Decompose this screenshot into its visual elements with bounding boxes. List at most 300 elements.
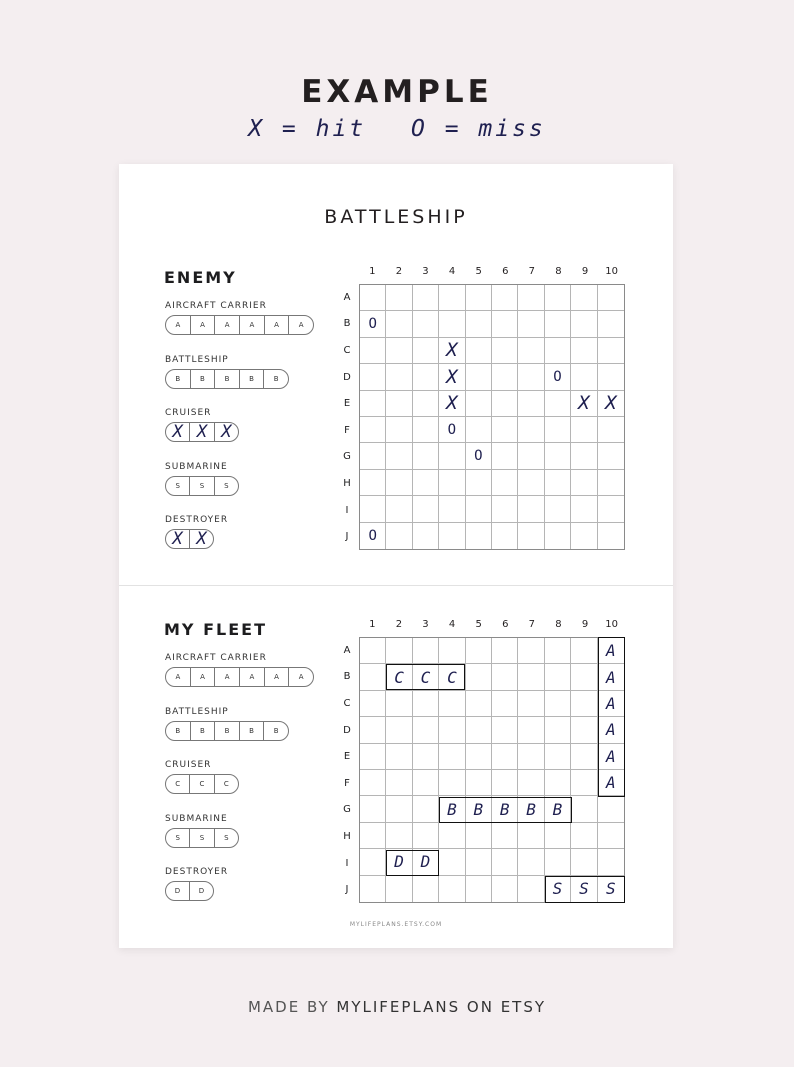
grid-cell-J6[interactable] [492,523,518,549]
grid-cell-D7[interactable] [518,364,544,390]
grid-cell-D6[interactable] [492,364,518,390]
row-label: B [343,671,351,683]
grid-cell-F5[interactable] [466,770,492,796]
grid-cell-C8[interactable] [545,691,571,717]
grid-cell-C10[interactable] [598,338,624,364]
grid-cell-I10[interactable] [598,496,624,522]
row-label: A [343,291,351,303]
grid-cell-J3[interactable] [413,523,439,549]
grid-cell-A10[interactable] [598,285,624,311]
column-label: 4 [448,266,456,277]
grid-cell-A1[interactable] [360,285,386,311]
grid-cell-D8[interactable]: O [545,364,571,390]
grid-cell-J10[interactable] [598,523,624,549]
grid-cell-G4[interactable]: B [439,796,465,822]
grid-cell-J5[interactable] [466,523,492,549]
grid-cell-H4[interactable] [439,823,465,849]
grid-cell-G10[interactable] [598,796,624,822]
ship-tracker-submarine [165,828,239,848]
grid-cell-E3[interactable] [413,391,439,417]
enemy-title: ENEMY [164,268,237,287]
grid-cell-J8[interactable]: S [545,876,571,902]
ship-tracker-aircraft-carrier [165,667,314,687]
grid-cell-B4[interactable]: C [439,664,465,690]
grid-cell-J4[interactable] [439,523,465,549]
grid-cell-F6[interactable] [492,417,518,443]
grid-cell-H5[interactable] [466,470,492,496]
grid-cell-F8[interactable] [545,770,571,796]
grid-cell-B2[interactable]: C [386,664,412,690]
ship-slot[interactable]: S [189,477,213,495]
grid-cell-D4[interactable] [439,717,465,743]
ship-slot[interactable]: B [214,722,239,740]
grid-cell-H3[interactable] [413,470,439,496]
grid-cell-H9[interactable] [571,823,597,849]
ship-slot[interactable]: A [190,668,215,686]
row-label: D [343,371,351,383]
row-label: H [343,830,351,842]
grid-cell-C7[interactable] [518,338,544,364]
column-label: 10 [605,266,618,277]
grid-cell-D10[interactable]: A [598,717,624,743]
column-label: 8 [555,619,562,630]
column-label: 5 [475,266,482,277]
grid-cell-H6[interactable] [492,470,518,496]
ship-slot[interactable]: A [239,316,264,334]
grid-cell-I3[interactable]: D [413,849,439,875]
column-label: 6 [502,619,509,630]
grid-cell-E4[interactable]: X [439,391,465,417]
grid-cell-C5[interactable] [466,691,492,717]
ship-slot[interactable]: X [172,529,183,549]
ship-slot[interactable]: A [264,316,289,334]
ship-slot[interactable]: D [174,887,181,895]
row-label: C [343,697,351,709]
grid-cell-C4[interactable]: X [439,338,465,364]
grid-cell-G2[interactable] [386,443,412,469]
grid-cell-J5[interactable] [466,876,492,902]
ship-tracker-cruiser [165,774,239,794]
grid-cell-J2[interactable] [386,876,412,902]
grid-cell-A3[interactable] [413,285,439,311]
grid-cell-H4[interactable] [439,470,465,496]
ship-slot[interactable]: X [189,423,213,441]
grid-cell-D7[interactable] [518,717,544,743]
grid-cell-I4[interactable] [439,496,465,522]
grid-cell-G7[interactable] [518,443,544,469]
grid-cell-A4[interactable] [439,638,465,664]
grid-cell-G5[interactable]: B [466,796,492,822]
grid-cell-A1[interactable] [360,638,386,664]
grid-cell-F9[interactable] [571,417,597,443]
grid-cell-A10[interactable]: A [598,638,624,664]
ship-slot[interactable]: S [175,481,180,490]
grid-cell-A6[interactable] [492,285,518,311]
grid-cell-F2[interactable] [386,770,412,796]
grid-cell-E8[interactable] [545,391,571,417]
grid-cell-G3[interactable] [413,443,439,469]
grid-cell-I5[interactable] [466,496,492,522]
ship-slot[interactable]: B [214,370,239,388]
grid-cell-B1[interactable] [360,664,386,690]
row-label: E [343,751,351,763]
sheet-footer-url: MYLIFEPLANS.ETSY.COM [349,921,443,928]
grid-cell-D9[interactable] [571,717,597,743]
grid-cell-B6[interactable] [492,664,518,690]
ship-label: DESTROYER [165,867,229,877]
grid-cell-J2[interactable] [386,523,412,549]
grid-cell-J3[interactable] [413,876,439,902]
ship-slot[interactable]: B [175,726,181,735]
ship-label: AIRCRAFT CARRIER [165,301,267,311]
grid-cell-B8[interactable] [545,664,571,690]
grid-cell-G8[interactable]: B [545,796,571,822]
grid-cell-I8[interactable] [545,849,571,875]
grid-cell-F9[interactable] [571,770,597,796]
grid-cell-I9[interactable] [571,849,597,875]
grid-cell-C1[interactable] [360,691,386,717]
legend-miss: O = miss [411,116,546,142]
grid-cell-E8[interactable] [545,744,571,770]
grid-cell-I10[interactable] [598,849,624,875]
ship-slot[interactable]: B [263,370,288,388]
legend [0,116,794,142]
grid-cell-C6[interactable] [492,691,518,717]
grid-cell-J10[interactable]: S [605,879,616,899]
grid-cell-G6[interactable]: B [492,796,518,822]
grid-cell-C6[interactable] [492,338,518,364]
ship-slot[interactable]: A [214,316,239,334]
ship-slot[interactable]: S [175,833,180,842]
ship-label: BATTLESHIP [165,706,229,717]
grid-cell-H1[interactable] [360,470,386,496]
ship-slot[interactable]: B [239,722,264,740]
grid-cell-D1[interactable] [360,717,386,743]
grid-cell-D4[interactable]: X [439,364,465,390]
row-label: I [345,504,349,516]
grid-cell-D6[interactable] [492,717,518,743]
grid-cell-G9[interactable] [571,796,597,822]
grid-cell-D1[interactable] [360,364,386,390]
row-label: E [343,398,351,410]
ship-slot[interactable]: A [175,673,181,681]
grid-cell-F7[interactable] [518,770,544,796]
grid-cell-G4[interactable] [439,443,465,469]
grid-cell-B9[interactable] [571,664,597,690]
grid-cell-D8[interactable] [545,717,571,743]
grid-cell-I5[interactable] [466,849,492,875]
grid-cell-G7[interactable]: B [518,796,544,822]
grid-cell-D9[interactable] [571,364,597,390]
grid-cell-H10[interactable] [598,470,624,496]
grid-cell-I4[interactable] [439,849,465,875]
grid-cell-E2[interactable] [386,744,412,770]
column-label: 8 [555,266,562,277]
ship-slot[interactable]: X [172,422,183,442]
ship-slot[interactable]: B [239,370,264,388]
column-label: 9 [581,266,589,277]
fleet-column-labels [359,619,625,630]
grid-cell-D3[interactable] [413,364,439,390]
row-label: J [345,884,349,896]
grid-cell-G2[interactable] [386,796,412,822]
grid-cell-E6[interactable] [492,744,518,770]
grid-cell-A3[interactable] [413,638,439,664]
grid-cell-E5[interactable] [466,744,492,770]
grid-cell-A9[interactable] [571,285,597,311]
ship-slot[interactable]: A [288,316,313,334]
grid-cell-D2[interactable] [386,364,412,390]
ship-slot[interactable]: A [264,668,289,686]
grid-cell-A2[interactable] [386,638,412,664]
grid-cell-D3[interactable] [413,717,439,743]
grid-cell-G8[interactable] [545,443,571,469]
grid-cell-E7[interactable] [518,744,544,770]
grid-cell-E3[interactable] [413,744,439,770]
grid-cell-E10[interactable]: X [598,391,624,417]
grid-cell-D10[interactable] [598,364,624,390]
grid-cell-B7[interactable] [518,664,544,690]
grid-cell-I6[interactable] [492,849,518,875]
fleet-row-labels [341,637,353,903]
legend-hit: X = hit [248,116,367,142]
grid-cell-A8[interactable] [545,285,571,311]
grid-cell-G6[interactable] [492,443,518,469]
ship-slot[interactable]: A [190,316,215,334]
enemy-row-labels [341,284,353,550]
ship-slot[interactable]: S [214,477,238,495]
grid-cell-I1[interactable] [360,849,386,875]
row-label: G [343,451,351,463]
column-label: 3 [422,266,429,277]
ship-slot[interactable]: C [214,775,238,793]
grid-cell-A4[interactable] [439,285,465,311]
grid-cell-C2[interactable] [386,691,412,717]
grid-cell-F10[interactable] [598,417,624,443]
grid-cell-C4[interactable] [439,691,465,717]
grid-cell-B9[interactable] [571,311,597,337]
column-label: 5 [475,619,482,630]
grid-cell-H1[interactable] [360,823,386,849]
ship-slot[interactable]: A [239,668,264,686]
grid-cell-G3[interactable] [413,796,439,822]
grid-cell-H9[interactable] [571,470,597,496]
grid-cell-E5[interactable] [466,391,492,417]
grid-cell-C9[interactable] [571,691,597,717]
grid-cell-B5[interactable] [466,664,492,690]
grid-cell-G9[interactable] [571,443,597,469]
grid-cell-B3[interactable]: C [413,664,439,690]
grid-cell-C10[interactable]: A [598,691,624,717]
grid-cell-B10[interactable] [598,311,624,337]
row-label: C [343,344,351,356]
grid-cell-C1[interactable] [360,338,386,364]
grid-cell-C9[interactable] [571,338,597,364]
grid-cell-H7[interactable] [518,823,544,849]
grid-cell-H8[interactable] [545,823,571,849]
grid-cell-E1[interactable] [360,391,386,417]
column-label: 1 [369,266,376,277]
grid-cell-I3[interactable] [413,496,439,522]
section-divider [119,585,673,586]
grid-cell-A6[interactable] [492,638,518,664]
grid-cell-G1[interactable] [360,443,386,469]
ship-label: DESTROYER [165,515,229,525]
header-title: EXAMPLE [301,74,493,110]
grid-cell-G5[interactable]: O [466,443,492,469]
grid-cell-E6[interactable] [492,391,518,417]
grid-cell-C8[interactable] [545,338,571,364]
sheet-title: BATTLESHIP [324,206,468,228]
ship-tracker-aircraft-carrier [165,315,314,335]
ship-slot[interactable]: C [189,775,213,793]
grid-cell-F4[interactable] [439,770,465,796]
grid-cell-F8[interactable] [545,417,571,443]
grid-cell-G1[interactable] [360,796,386,822]
grid-cell-A2[interactable] [386,285,412,311]
grid-cell-E2[interactable] [386,391,412,417]
ship-tracker-cruiser [165,422,239,442]
ship-label: SUBMARINE [165,813,228,824]
ship-slot[interactable]: S [214,829,238,847]
ship-slot[interactable]: B [263,722,288,740]
grid-cell-I2[interactable] [386,496,412,522]
grid-cell-B6[interactable] [492,311,518,337]
grid-cell-G10[interactable] [598,443,624,469]
grid-cell-B8[interactable] [545,311,571,337]
grid-cell-B2[interactable] [386,311,412,337]
column-label: 9 [581,619,589,630]
grid-cell-A7[interactable] [518,638,544,664]
row-label: A [343,644,351,656]
column-label: 10 [605,619,618,630]
ship-label: BATTLESHIP [165,354,229,365]
grid-cell-E9[interactable] [571,744,597,770]
grid-cell-J8[interactable] [545,523,571,549]
grid-cell-I8[interactable] [545,496,571,522]
column-label: 4 [448,619,456,630]
grid-cell-E9[interactable]: X [571,391,597,417]
grid-cell-J1[interactable] [360,876,386,902]
grid-cell-H7[interactable] [518,470,544,496]
grid-cell-B3[interactable] [413,311,439,337]
ship-slot[interactable]: B [190,722,215,740]
grid-cell-F1[interactable] [360,770,386,796]
grid-cell-J4[interactable] [439,876,465,902]
ship-label: AIRCRAFT CARRIER [165,653,267,663]
grid-cell-D5[interactable] [466,364,492,390]
row-label: G [343,804,351,816]
grid-cell-B4[interactable] [439,311,465,337]
footer-prefix: MADE BY [247,998,330,1016]
ship-label: SUBMARINE [165,461,228,472]
grid-cell-H10[interactable] [598,823,624,849]
grid-cell-F1[interactable] [360,417,386,443]
grid-cell-F10[interactable]: A [598,770,624,796]
grid-cell-B1[interactable]: O [360,311,386,337]
grid-cell-A9[interactable] [571,638,597,664]
grid-cell-H8[interactable] [545,470,571,496]
ship-slot[interactable]: S [189,829,213,847]
ship-slot[interactable]: A [288,668,313,686]
grid-cell-C2[interactable] [386,338,412,364]
grid-cell-D2[interactable] [386,717,412,743]
row-label: B [343,318,351,330]
grid-cell-F4[interactable]: O [439,417,465,443]
ship-slot[interactable]: D [189,882,213,900]
grid-cell-F3[interactable] [413,417,439,443]
grid-cell-A5[interactable] [466,638,492,664]
grid-cell-J7[interactable] [518,523,544,549]
grid-cell-C3[interactable] [413,691,439,717]
grid-cell-F6[interactable] [492,770,518,796]
grid-cell-F7[interactable] [518,417,544,443]
grid-cell-C5[interactable] [466,338,492,364]
grid-cell-F5[interactable] [466,417,492,443]
ship-slot[interactable]: B [190,370,215,388]
grid-cell-H2[interactable] [386,470,412,496]
grid-cell-I1[interactable] [360,496,386,522]
ship-slot[interactable]: X [189,530,213,548]
grid-cell-J9[interactable] [571,523,597,549]
ship-tracker-battleship [165,369,289,389]
grid-cell-F2[interactable] [386,417,412,443]
grid-cell-I2[interactable]: D [386,849,412,875]
grid-cell-I9[interactable] [571,496,597,522]
fleet-title: MY FLEET [164,620,267,639]
grid-cell-D5[interactable] [466,717,492,743]
grid-cell-H6[interactable] [492,823,518,849]
grid-cell-F3[interactable] [413,770,439,796]
column-label: 7 [528,619,536,630]
ship-slot[interactable]: X [214,423,238,441]
grid-cell-I6[interactable] [492,496,518,522]
grid-cell-J1[interactable]: O [360,523,386,549]
grid-cell-A8[interactable] [545,638,571,664]
grid-cell-B7[interactable] [518,311,544,337]
column-label: 7 [528,266,536,277]
grid-cell-A7[interactable] [518,285,544,311]
grid-cell-H2[interactable] [386,823,412,849]
grid-cell-H3[interactable] [413,823,439,849]
ship-slot[interactable]: C [175,780,181,788]
ship-tracker-submarine [165,476,239,496]
footer-brand: MYLIFEPLANS ON ETSY [336,998,547,1016]
row-label: F [344,424,350,436]
grid-cell-E4[interactable] [439,744,465,770]
grid-cell-E1[interactable] [360,744,386,770]
grid-cell-E7[interactable] [518,391,544,417]
ship-tracker-destroyer [165,529,214,549]
grid-cell-C3[interactable] [413,338,439,364]
grid-cell-J9[interactable]: S [571,876,597,902]
battleship-sheet [119,164,673,948]
grid-cell-I7[interactable] [518,849,544,875]
grid-cell-E10[interactable]: A [598,744,624,770]
grid-cell-A5[interactable] [466,285,492,311]
ship-slot[interactable]: B [175,374,181,383]
ship-tracker-battleship [165,721,289,741]
grid-cell-B10[interactable]: A [598,664,624,690]
grid-cell-J6[interactable] [492,876,518,902]
grid-cell-H5[interactable] [466,823,492,849]
grid-cell-I7[interactable] [518,496,544,522]
ship-slot[interactable]: A [214,668,239,686]
grid-cell-B5[interactable] [466,311,492,337]
grid-cell-J7[interactable] [518,876,544,902]
grid-cell-C7[interactable] [518,691,544,717]
ship-slot[interactable]: A [175,321,181,329]
